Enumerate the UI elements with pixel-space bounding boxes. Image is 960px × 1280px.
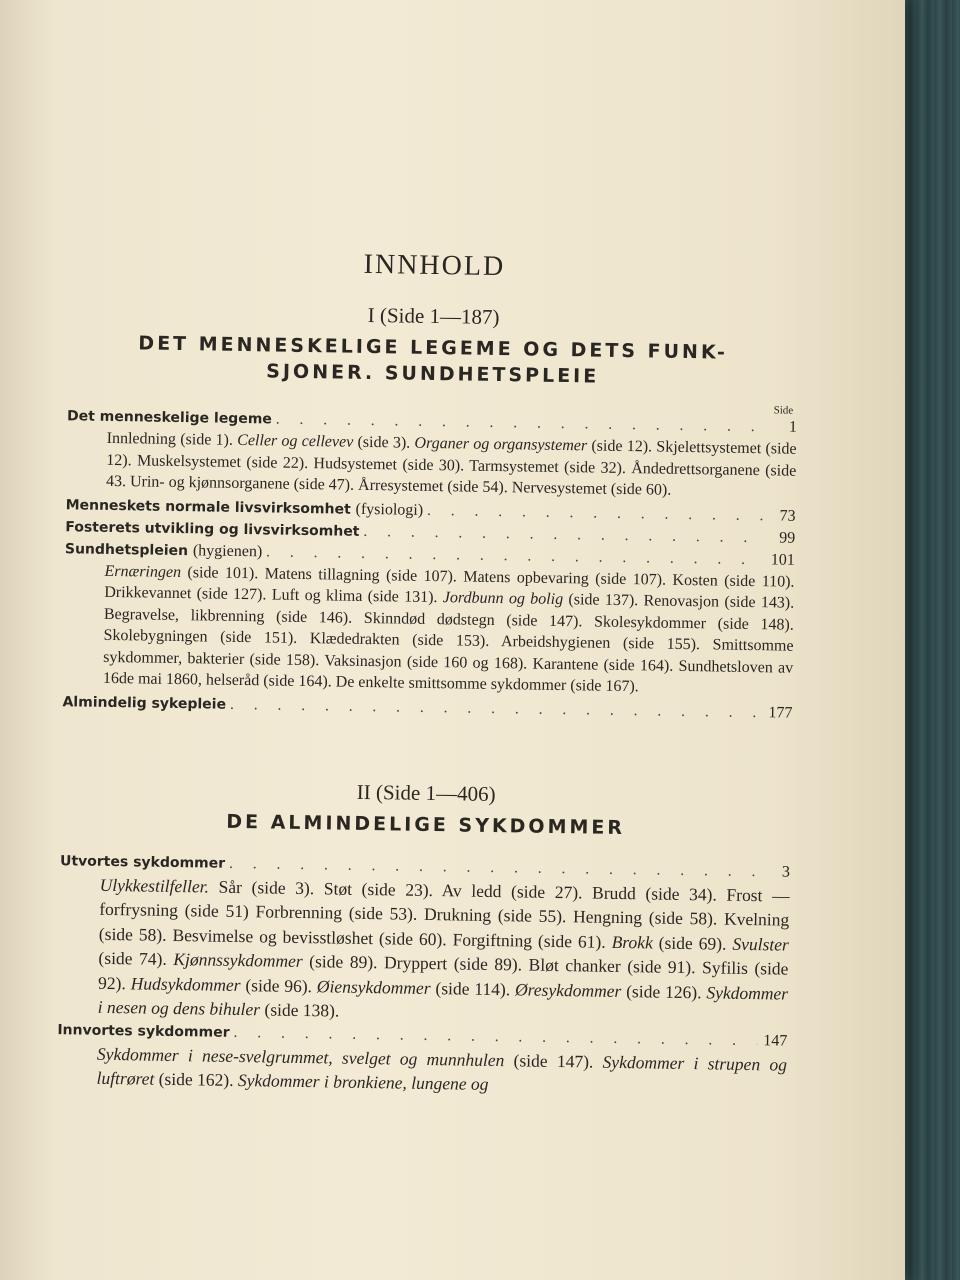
toc-entry-note: (hygienen) [192,541,263,560]
toc-entry-page: 3 [781,863,791,881]
part2-heading: DE ALMINDELIGE SYKDOMMER [226,810,626,839]
part1-heading-line1: DET MENNESKELIGE LEGEME OG DETS FUNK- [138,332,729,364]
toc-entry-note: (fysiologi) [355,500,424,519]
side-column-label: Side [773,404,794,417]
toc-entry-description: Sykdommer i nese-svelgrummet, svelget og munnhulen (side 147). Sykdommer i strupen og luftrøret (side 162). Sykdommer i bronkiene, lungene og [96,1043,788,1094]
toc-entry-label: Sundhetspleien [64,540,189,559]
toc-entry-description: Innledning (side 1). Celler og cellevev (side 3). Organer og organsystemer (side 12). Skjelettsystemet (side 12). Muskelsystemet (side 22). Hudsystemet (side 30). Tarmsystemet (side 32). Åndedrettsorganene (side 43. Urin- og kjønnsorganene (side 47). Årresystemet (side 54). Nervesystemet (side 60). [105,429,797,499]
toc-entry-label: Almindelig sykepleie [62,693,227,713]
toc-entry-page: 147 [763,1031,788,1050]
part1-heading [68,329,799,392]
toc-entry-page: 99 [779,528,796,547]
toc-entry-label: Menneskets normale livsvirksomhet [65,496,351,518]
toc-entry-page: 101 [770,550,795,569]
toc-entry-label: Det menneskelige legeme [66,408,272,428]
part2-range: II (Side 1—406) [356,779,496,806]
toc-entry-page: 73 [779,506,796,525]
toc-entry-page: 1 [788,418,798,436]
part1-toc [62,393,797,724]
part1-heading-line2: SJONER. SUNDHETSPLEIE [266,360,600,388]
toc-entry-label: Innvortes sykdommer [57,1021,230,1041]
toc-entry-description: Ulykkestilfeller. Sår (side 3). Støt (side 23). Av ledd (side 27). Brudd (side 34). Frost — forfrysning (side 51) Forbrenning (side 53). Drukning (side 55). Hengning (side 58). Kvelning (side 58). Besvimelse og bevisstløshet (side 60). Forgiftning (side 61). Brokk (side 69). Svulster (side 74). Kjønnssykdommer (side 89). Dryppert (side 89). Bløt chanker (side 91). Syfilis (side 92). Hudsykdommer (side 96). Øiensykdommer (side 114). Øresykdommer (side 126). Sykdommer i nesen og dens bihuler (side 138). [97,874,790,1021]
table-of-contents [56,224,800,1101]
toc-entry-page: 177 [768,703,793,722]
toc-entry-label: Fosterets utvikling og livsvirksomhet [65,518,360,540]
part1-range: I (Side 1—187) [367,302,500,330]
toc-entry-description: Ernæringen (side 101). Matens tillagning (side 107). Matens opbevaring (side 107). Kosten (side 110). Drikkevannet (side 127). Luft og klima (side 131). Jordbunn og bolig (side 137). Renovasjon (side 143). Begravelse, likbrenning (side 146). Skinndød dødstegn (side 147). Skolesykdommer (side 148). Skolebygningen (side 151). Klædedrakten (side 153). Arbeidshygienen (side 155). Smittsomme sykdommer, bakterier (side 158). Vaksinasjon (side 160 og 168). Karantene (side 164). Sundhetsloven av 16de mai 1860, helseråd (side 164). De enkelte smittsomme sykdommer (side 167). [102,562,795,696]
page-title: INNHOLD [363,248,506,283]
part2-toc [56,850,790,1101]
toc-entry-label: Utvortes sykdommer [59,852,226,872]
